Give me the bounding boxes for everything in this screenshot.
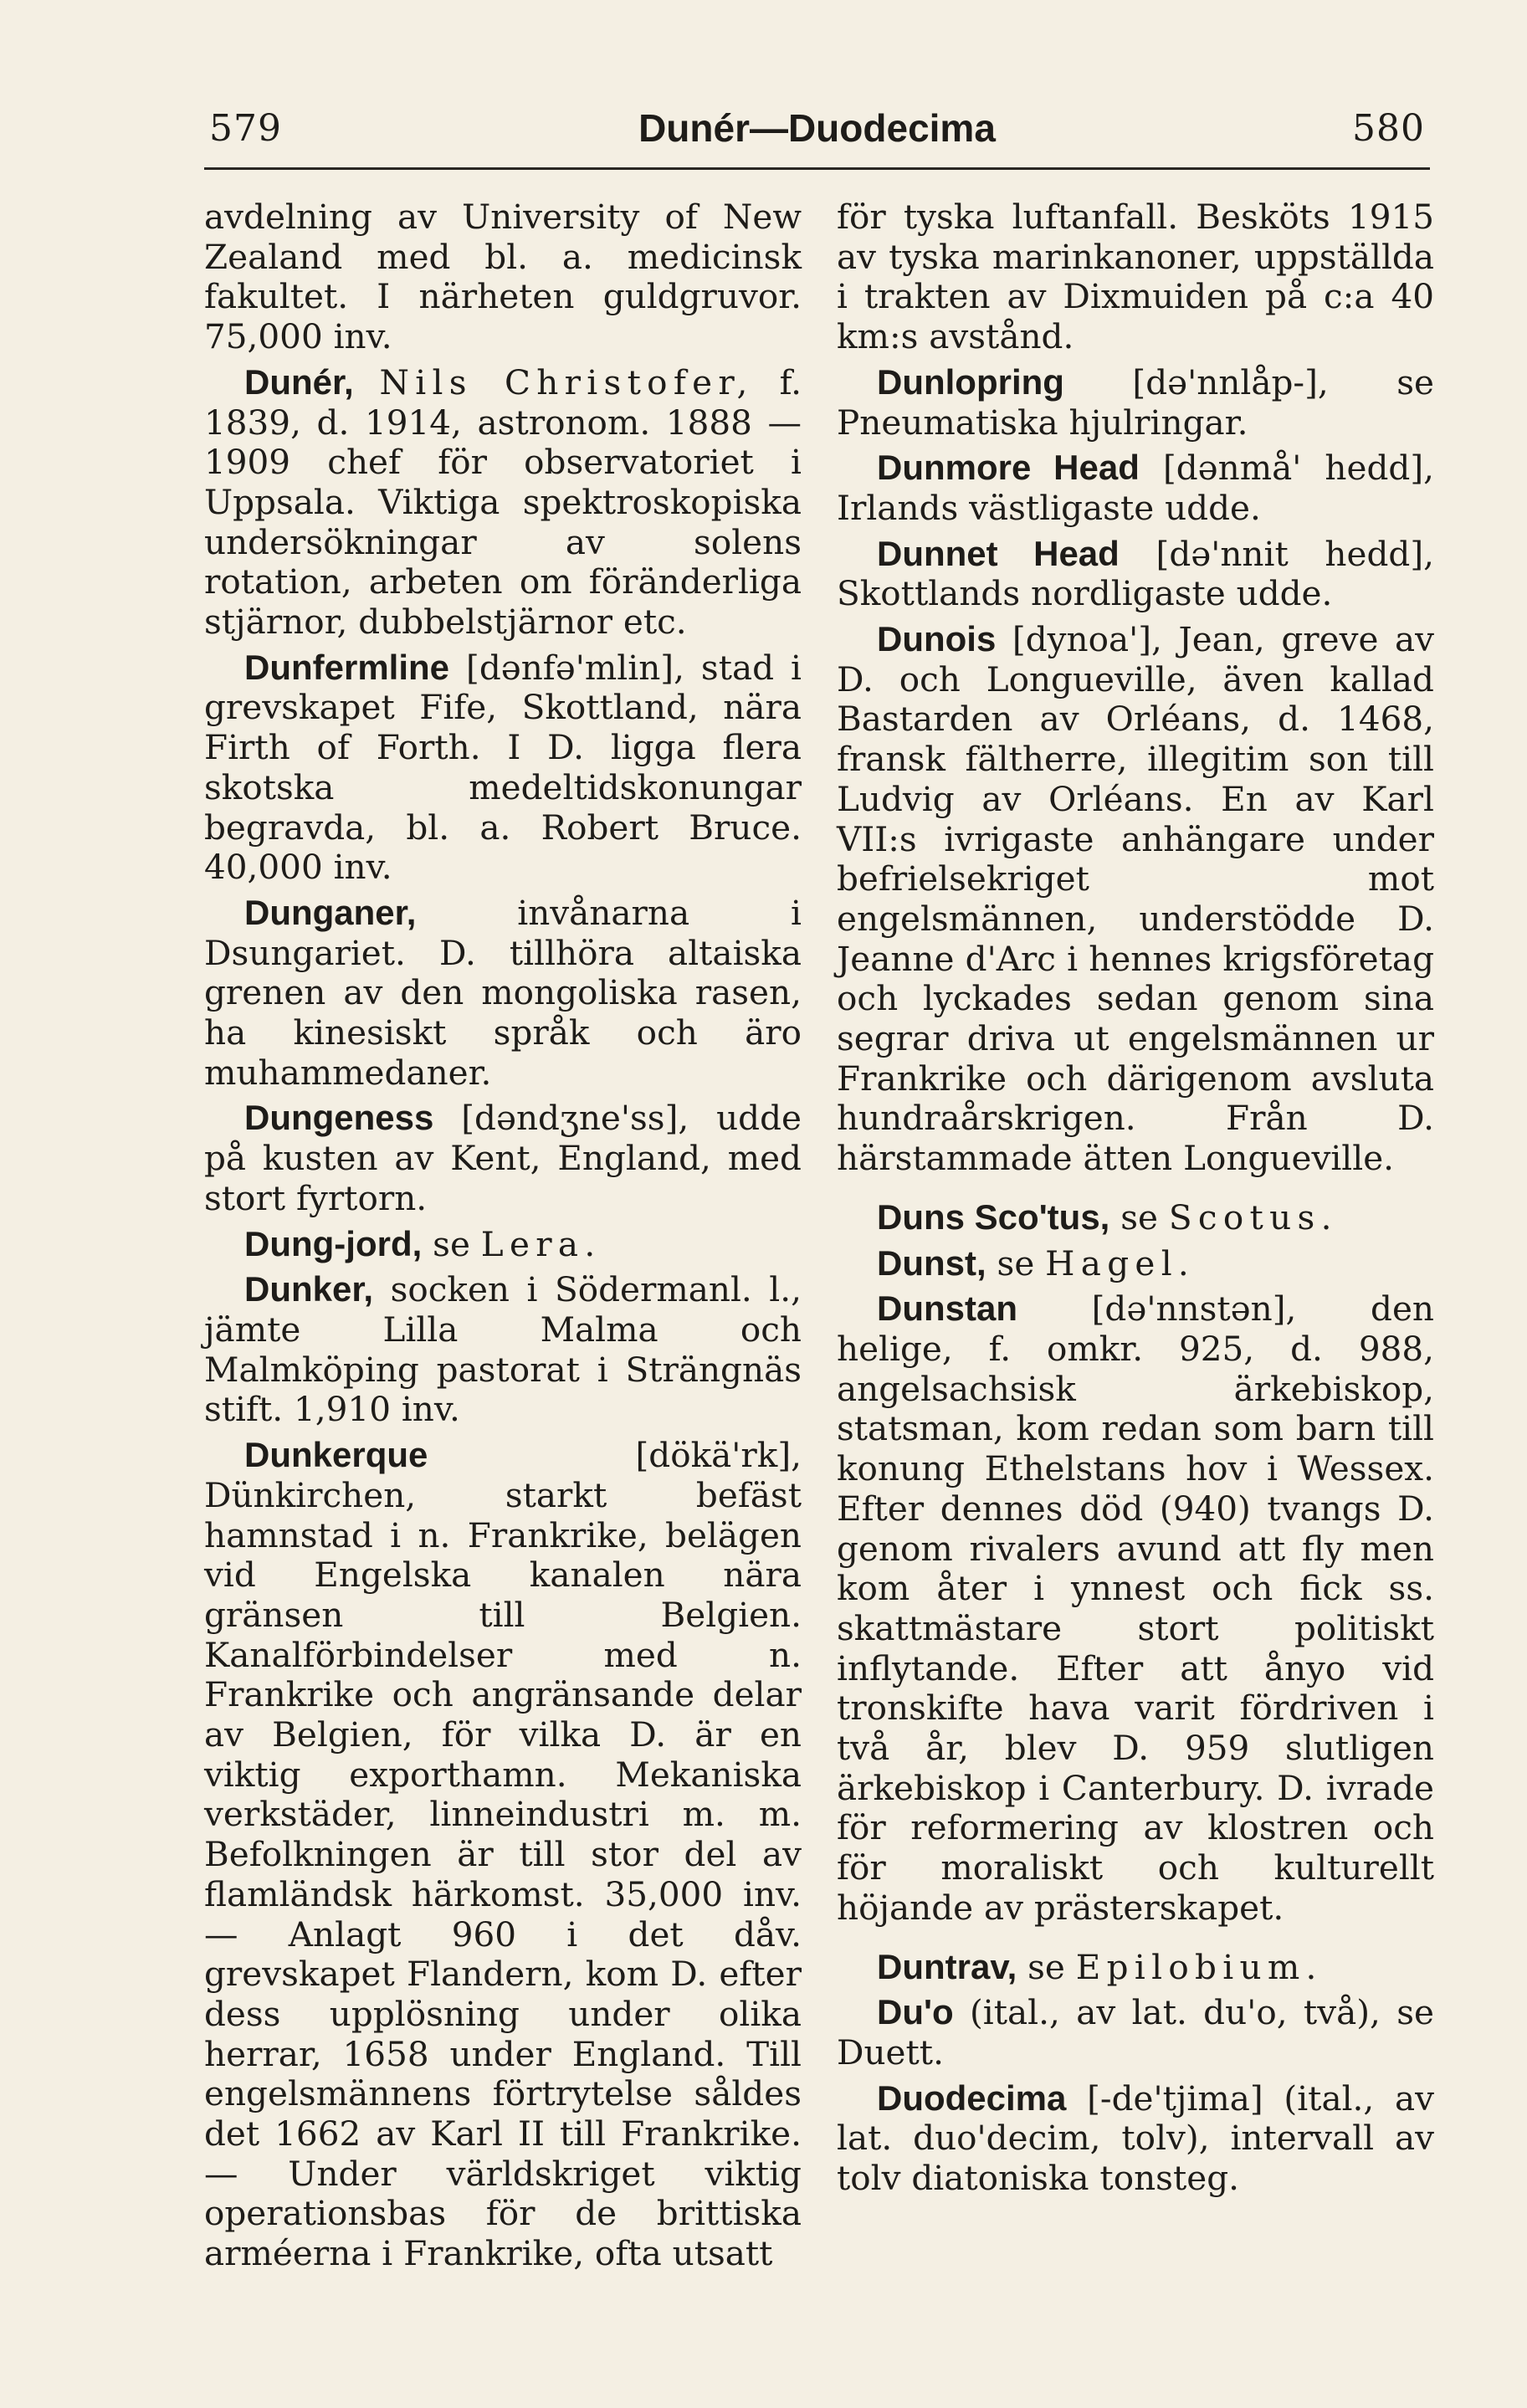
entry-text: f. 1839, d. 1914, astronom. 1888 —1909 chef för observatoriet i Uppsala. Viktiga spektroskopiska undersökningar av solens rotation, arbeten om föränderliga stjärnor, dubbelstjärnor etc. (204, 361, 802, 643)
entry-text: [dynoa'], Jean, greve av D. och Longueville, även kallad Bastarden av Orléans, d. 1468, fransk fältherre, illegitim son till Ludvig av Orléans. En av Karl VII:s ivrigaste anhängare under befrielsekriget mot engelsmännen, understödde D. Jeanne d'Arc i hennes krigsföretag och lyckades sedan genom sina segrar driva ut engelsmännen ur Frankrike och därigenom avsluta hundraårskrigen. Från D. härstammade ätten Longueville. (837, 619, 1434, 1179)
right-page-number: 580 (1352, 107, 1425, 150)
entry-text: avdelning av University of New Zealand med bl. a. medicinsk fakultet. I närheten guldgruvor. 75,000 inv. (204, 197, 802, 357)
entry-reference: Hagel. (1045, 1242, 1196, 1283)
entry-headword: Dunkerque (244, 1435, 428, 1475)
running-title: Dunér—Duodecima (638, 106, 996, 150)
left-column (204, 197, 802, 2279)
dictionary-entry (204, 1224, 802, 1265)
dictionary-entry (837, 1197, 1434, 1238)
dictionary-entry (837, 448, 1434, 528)
entry-headword: Dunlopring (877, 361, 1064, 402)
entry-text: [-de'tjima] (ital., av lat. duo'decim, tolv), intervall av tolv diatoniska tonsteg. (837, 2078, 1434, 2199)
entry-text: (ital., av lat. du'o, två), se Duett. (837, 1992, 1435, 2072)
entry-text: [də'nnstən], den helige, f. omkr. 925, d. 988, angelsachsisk ärkebiskop, statsman, kom redan som barn till konung Ethelstans hov i Wessex. Efter dennes död (940) tvangs D. genom rivalers avund att fly men kom åter i ynnest och fick ss. skattmästare stort politiskt inflytande. Efter att ånyo vid tronskifte hava varit fördriven i två år, blev D. 959 slutligen ärkebiskop i Canterbury. D. ivrade för reformering av klostren och för moraliskt och kulturellt höjande av prästerskapet. (837, 1289, 1434, 1928)
entry-text: [də'nnit hedd], Skottlands nordligaste udde. (837, 533, 1434, 614)
entry-text: [də'nnlåp-], se Pneumatiska hjulringar. (837, 361, 1434, 443)
entry-text: socken i Södermanl. l., jämte Lilla Malma och Malmköping pastorat i Strängnäs stift. 1,910 inv. (204, 1269, 802, 1430)
entry-headword: Dunmore Head (877, 448, 1140, 488)
entry-headword: Duodecima (877, 2078, 1067, 2118)
header-rule (204, 167, 1430, 170)
entry-text: se (1027, 1946, 1065, 1987)
entry-headword: Dunstan (877, 1289, 1017, 1329)
dictionary-entry (837, 2078, 1434, 2199)
entry-text: se (997, 1242, 1035, 1283)
dictionary-entry (837, 619, 1434, 1179)
left-page-number: 579 (209, 107, 282, 150)
entry-text: [dənfə'mlin], stad i grevskapet Fife, Skottland, nära Firth of Forth. I D. ligga flera skotska medeltidskonungar begravda, bl. a. Robert Bruce. 40,000 inv. (204, 647, 802, 888)
entry-text: [dəndʒne'ss], udde på kusten av Kent, England, med stort fyrtorn. (204, 1098, 802, 1218)
entry-headword: Dungeness (244, 1098, 434, 1138)
entry-reference: Scotus. (1168, 1196, 1338, 1237)
dictionary-entry (204, 648, 802, 888)
dictionary-entry (837, 1289, 1434, 1928)
entry-headword: Dunganer, (244, 892, 417, 932)
dictionary-entry (204, 1269, 802, 1430)
entry-text: se (433, 1223, 470, 1264)
dictionary-entry (204, 1435, 802, 2274)
dictionary-entry (204, 1098, 802, 1218)
dictionary-entry (837, 1947, 1434, 1988)
entry-text: [dökä'rk], Dünkirchen, starkt befäst hamnstad i n. Frankrike, belägen vid Engelska kanalen nära gränsen till Belgien. Kanalförbindelser med n. Frankrike och angränsande delar av Belgien, för vilka D. är en viktig exporthamn. Mekaniska verkstäder, linneindustri m. m. Befolkningen är till stor del av flamländsk härkomst. 35,000 inv. — Anlagt 960 i det dåv. grevskapet Flandern, kom D. efter dess upplösning under olika herrar, 1658 under England. Till engelsmännens förtrytelse såldes det 1662 av Karl II till Frankrike. — Under världskriget viktig operationsbas för de brittiska arméerna i Frankrike, ofta utsatt (204, 1435, 802, 2274)
entry-text: för tyska luftanfall. Besköts 1915 av tyska marinkanoner, uppställda i trakten av Dixmuiden på c:a 40 km:s avstånd. (837, 197, 1434, 357)
entry-headword: Dunnet Head (877, 533, 1120, 573)
dictionary-entry (837, 362, 1434, 443)
dictionary-entry (837, 197, 1434, 357)
dictionary-entry (204, 362, 802, 643)
entry-reference: Epilobium. (1075, 1946, 1323, 1987)
right-column (837, 197, 1434, 2204)
entry-headword: Dunér, (244, 361, 354, 402)
entry-headword: Du'o (877, 1992, 954, 2032)
dictionary-entry (837, 534, 1434, 614)
entry-headword: Dunst, (877, 1242, 986, 1283)
dictionary-entry (204, 197, 802, 357)
entry-headword: Duns Sco'tus, (877, 1196, 1110, 1237)
page-header (204, 99, 1430, 157)
entry-reference: Nils Christofer, (379, 361, 754, 402)
entry-text: invånarna i Dsungariet. D. tillhöra altaiska grenen av den mongoliska rasen, ha kinesiskt språk och äro muhammedaner. (204, 892, 802, 1093)
entry-text: se (1120, 1196, 1158, 1237)
entry-headword: Dunfermline (244, 647, 450, 687)
dictionary-entry (204, 893, 802, 1094)
entry-headword: Dung-jord, (244, 1223, 423, 1263)
entry-headword: Dunois (877, 619, 997, 659)
entry-reference: Lera. (480, 1223, 602, 1264)
entry-headword: Dunker, (244, 1269, 374, 1309)
entry-text: [dənmå' hedd], Irlands västligaste udde. (837, 448, 1435, 528)
dictionary-entry (837, 1243, 1434, 1284)
entry-headword: Duntrav, (877, 1946, 1017, 1986)
dictionary-entry (837, 1992, 1434, 2072)
